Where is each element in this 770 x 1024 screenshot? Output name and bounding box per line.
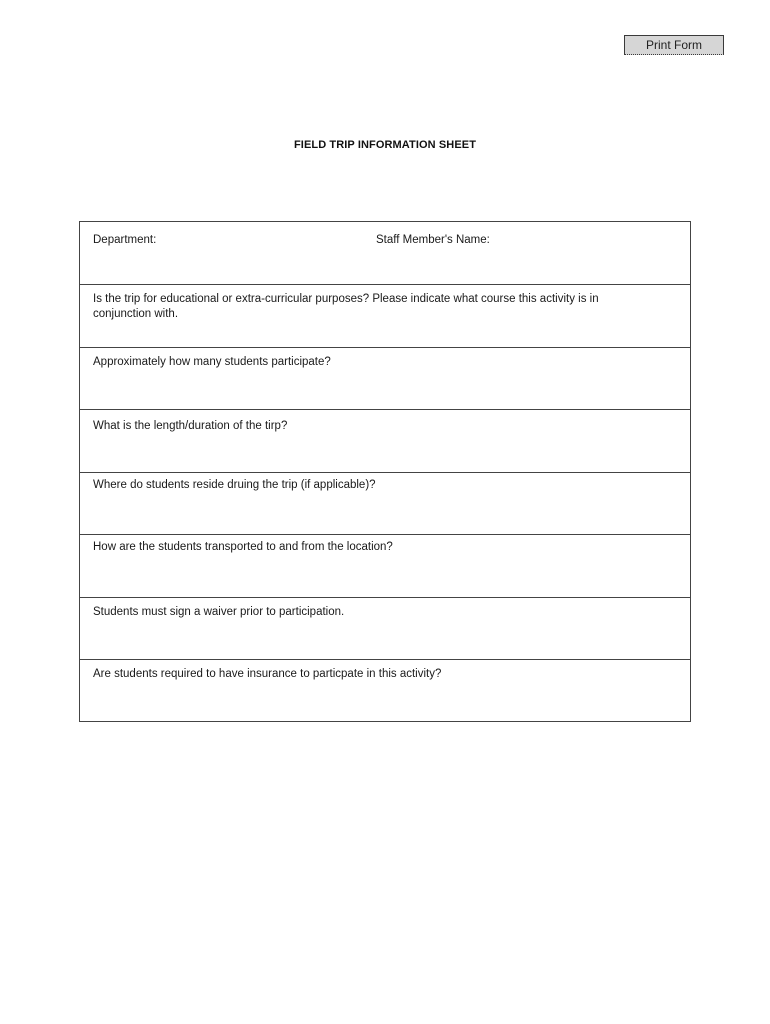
staff-member-name-label: Staff Member's Name: — [376, 234, 490, 246]
row-waiver — [80, 598, 690, 660]
department-label: Department: — [93, 234, 157, 246]
question-residence: Where do students reside druing the trip (if applicable)? — [93, 479, 376, 491]
question-waiver: Students must sign a waiver prior to participation. — [93, 606, 345, 618]
question-purpose: Is the trip for educational or extra-curricular purposes? Please indicate what course this activity is in conjunction with. — [93, 293, 599, 320]
form-title: FIELD TRIP INFORMATION SHEET — [293, 139, 477, 151]
question-insurance: Are students required to have insurance to particpate in this activity? — [93, 668, 442, 680]
row-residence — [80, 473, 690, 535]
form-table — [79, 221, 691, 722]
print-form-button[interactable]: Print Form — [624, 35, 724, 55]
row-duration — [80, 410, 690, 473]
row-student-count — [80, 348, 690, 410]
row-purpose — [80, 285, 690, 348]
row-insurance — [80, 660, 690, 721]
question-duration: What is the length/duration of the tirp? — [93, 420, 288, 432]
question-transport: How are the students transported to and from the location? — [93, 541, 393, 553]
row-department-staff — [80, 222, 690, 285]
question-student-count: Approximately how many students participate? — [93, 356, 331, 368]
row-transport — [80, 535, 690, 598]
